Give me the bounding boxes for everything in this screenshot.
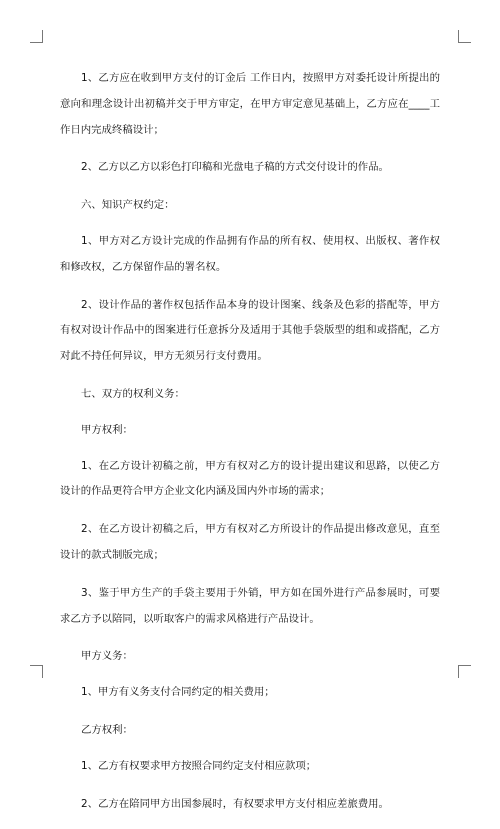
crop-mark-bottom-left: [30, 665, 43, 678]
crop-mark-bottom-right: [458, 665, 471, 678]
paragraph-party-a-right-1: 1、在乙方设计初稿之前，甲方有权对乙方的设计提出建议和思路，以使乙方设计的作品更符合甲方企业文化内涵及国内外市场的需求；: [60, 459, 440, 498]
paragraph-party-a-obligation-1: 1、甲方有义务支付合同约定的相关费用；: [81, 686, 275, 699]
subheading-party-a-rights: 甲方权利：: [81, 423, 133, 436]
paragraph-payment-timeline: 1、乙方应在收到甲方支付的订金后 工作日内，按照甲方对委托设计所提出的意向和理念设计出初稿并交于甲方审定，在甲方审定意见基础上，乙方应在____工作日内完成终稿设计；: [60, 72, 440, 136]
paragraph-ip-copyright: 2、设计作品的著作权包括作品本身的设计图案、线条及色彩的搭配等，甲方有权对设计作品中的图案进行任意拆分及适用于其他手袋版型的组和或搭配，乙方对此不持任何异议，甲方无须另行支付费用。: [60, 298, 440, 363]
paragraph-party-a-right-3: 3、鉴于甲方生产的手袋主要用于外销，甲方如在国外进行产品参展时，可要求乙方予以陪同，以听取客户的需求风格进行产品设计。: [60, 586, 440, 625]
subheading-party-b-rights: 乙方权利：: [81, 723, 133, 736]
paragraph-party-b-right-2: 2、乙方在陪同甲方出国参展时，有权要求甲方支付相应差旅费用。: [81, 797, 389, 810]
section-heading-rights: 七、双方的权利义务：: [81, 387, 185, 400]
paragraph-party-b-right-1: 1、乙方有权要求甲方按照合同约定支付相应款项；: [81, 759, 317, 772]
document-body: [60, 66, 440, 829]
paragraph-party-a-right-2: 2、在乙方设计初稿之后，甲方有权对乙方所设计的作品提出修改意见，直至设计的款式制版完成；: [60, 523, 440, 561]
paragraph-delivery-format: 2、乙方以乙方以彩色打印稿和光盘电子稿的方式交付设计的作品。: [81, 161, 389, 174]
section-heading-ip: 六、知识产权约定：: [81, 199, 175, 212]
crop-mark-top-right: [458, 30, 471, 43]
crop-mark-top-left: [30, 30, 43, 43]
paragraph-ip-ownership: 1、甲方对乙方设计完成的作品拥有作品的所有权、使用权、出版权、著作权和修改权，乙方保留作品的署名权。: [60, 234, 440, 273]
subheading-party-a-obligations: 甲方义务：: [81, 650, 133, 663]
